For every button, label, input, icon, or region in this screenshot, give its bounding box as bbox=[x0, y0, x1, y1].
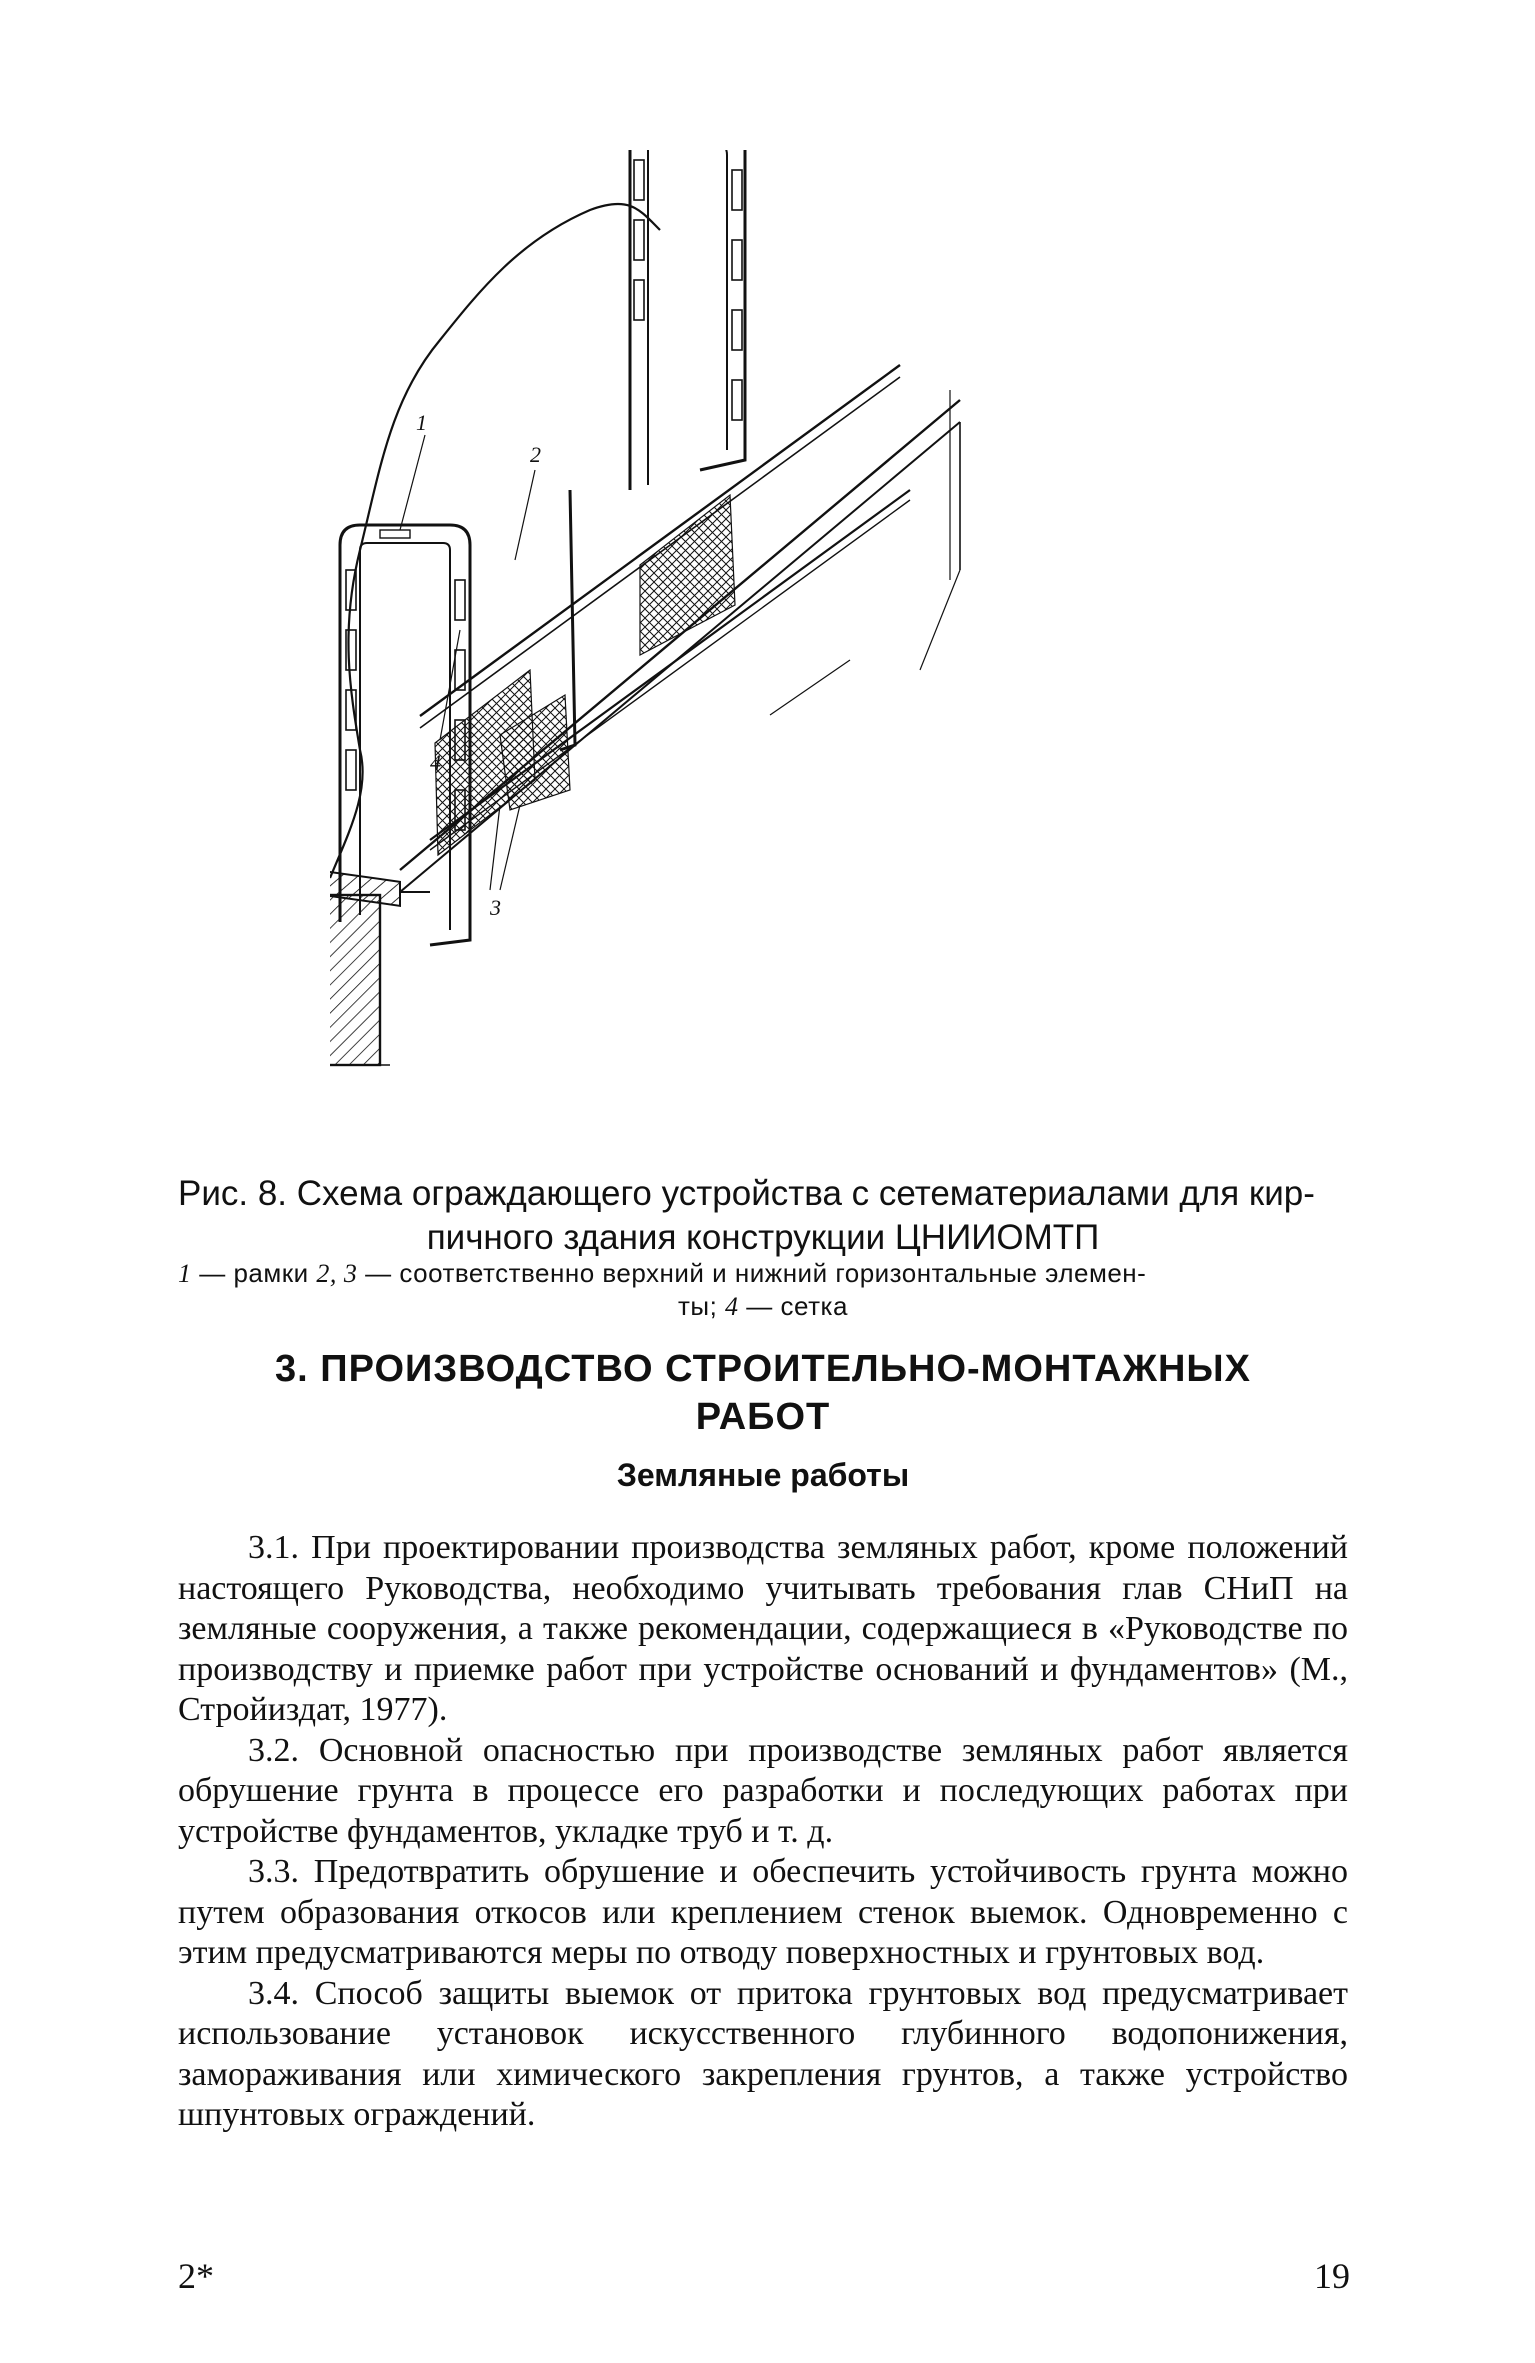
subsection-title: Земляные работы bbox=[616, 1457, 910, 1493]
figure-label-3: 3 bbox=[490, 895, 501, 920]
paragraph-3-3: 3.3. Предотвратить обрушение и обеспечить устойчивость грунта можно путем образования откосов или креплением стенок выемок. Одновременно с этим предусматриваются меры по отводу поверхностных и грунтовых вод. bbox=[178, 1853, 1348, 1971]
legend-text-3: ты; bbox=[678, 1291, 726, 1321]
signature-mark: 2* bbox=[178, 2256, 214, 2296]
legend-text-2: — соответственно верхний и нижний горизонтальные элемен- bbox=[357, 1258, 1147, 1288]
legend-num-1: 1 bbox=[178, 1259, 192, 1288]
figure-caption-legend bbox=[178, 1257, 1348, 1323]
section-title-line-1: 3. ПРОИЗВОДСТВО СТРОИТЕЛЬНО-МОНТАЖНЫХ bbox=[275, 1348, 1251, 1390]
page-number: 19 bbox=[1314, 2256, 1350, 2296]
legend-num-4: 4 bbox=[725, 1292, 739, 1321]
paragraph-3-4: 3.4. Способ защиты выемок от притока грунтовых вод предусматривает использование установок искусственного глубинного водопонижения, замораживания или химического закрепления грунтов, а также устройство шпунтовых ограждений. bbox=[178, 1974, 1348, 2133]
section-title-line-2: РАБОТ bbox=[695, 1396, 831, 1438]
top-rail bbox=[420, 365, 900, 716]
figure-caption-title bbox=[178, 1172, 1348, 1260]
figure-label-1: 1 bbox=[416, 410, 427, 435]
figure-8-diagram bbox=[330, 150, 1190, 1120]
figure-label-4: 4 bbox=[430, 750, 441, 775]
legend-num-2-3: 2, 3 bbox=[316, 1259, 358, 1288]
legend-text-4: — сетка bbox=[738, 1291, 848, 1321]
frame-left bbox=[340, 525, 470, 945]
paragraph-3-1: 3.1. При проектировании производства земляных работ, кроме положений настоящего Руководства, необходимо учитывать требования глав СНиП на земляные сооружения, а также рекомендации, содержащиеся в «Руководстве по производству и приемке работ при устройстве оснований и фундаментов» (М., Стройиздат, 1977). bbox=[178, 1529, 1348, 1728]
caption-line-1: Рис. 8. Схема ограждающего устройства с сетематериалами для кир- bbox=[178, 1174, 1315, 1213]
figure-label-2: 2 bbox=[530, 442, 541, 467]
body-text bbox=[178, 1528, 1348, 2136]
paragraph-3-2: 3.2. Основной опасностью при производстве земляных работ является обрушение грунта в процессе его разработки и последующих работах при устройстве фундаментов, укладке труб и т. д. bbox=[178, 1731, 1348, 1850]
legend-text-1: — рамки bbox=[191, 1258, 317, 1288]
caption-line-2: пичного здания конструкции ЦНИИОМТП bbox=[426, 1218, 1100, 1257]
wall-section bbox=[330, 895, 380, 1065]
frame-right bbox=[630, 150, 745, 490]
section-title bbox=[178, 1345, 1348, 1441]
